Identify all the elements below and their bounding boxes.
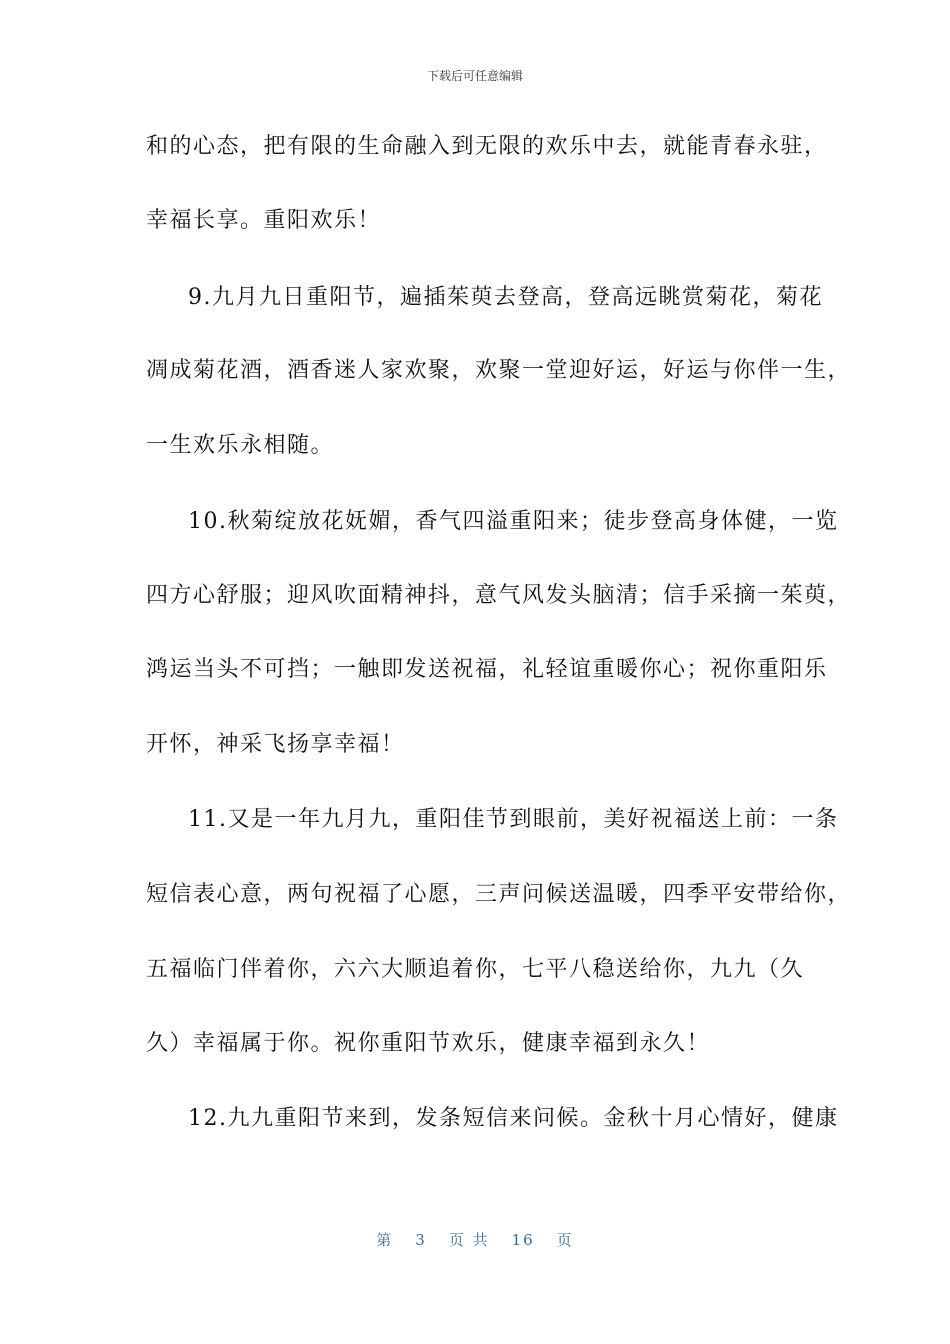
page-header: 下载后可任意编辑	[426, 69, 523, 83]
body-line: 10.秋菊绽放花妩媚，香气四溢重阳来；徒步登高身体健，一览	[188, 509, 839, 534]
footer-of-label: 页 共	[448, 1231, 490, 1249]
body-line: 11.又是一年九月九，重阳佳节到眼前，美好祝福送上前：一条	[188, 807, 839, 832]
footer-end-label: 页	[556, 1231, 574, 1249]
body-line: 四方心舒服；迎风吹面精神抖，意气风发头脑清；信手采摘一茱萸，	[146, 583, 852, 608]
body-line: 9.九月九日重阳节，遍插茱萸去登高，登高远眺赏菊花，菊花	[188, 285, 823, 310]
body-line: 12.九九重阳节来到，发条短信来问候。金秋十月心情好，健康	[188, 1106, 839, 1131]
body-line: 一生欢乐永相随。	[146, 433, 335, 458]
body-line: 和的心态，把有限的生命融入到无限的欢乐中去，就能青春永驻，	[146, 134, 828, 159]
footer-total-pages: 16	[511, 1231, 535, 1249]
body-line: 开怀，神采飞扬享幸福！	[146, 732, 405, 757]
body-line: 鸿运当头不可挡；一触即发送祝福，礼轻谊重暖你心；祝你重阳乐	[146, 657, 828, 682]
body-line: 幸福长享。重阳欢乐！	[146, 208, 382, 233]
body-line: 五福临门伴着你，六六大顺追着你，七平八稳送给你，九九（久	[146, 957, 805, 982]
body-line: 久）幸福属于你。祝你重阳节欢乐，健康幸福到永久！	[146, 1031, 711, 1056]
body-line: 短信表心意，两句祝福了心愿，三声问候送温暖，四季平安带给你，	[146, 882, 852, 907]
footer-page-label: 第	[376, 1231, 394, 1249]
footer-current-page: 3	[415, 1231, 427, 1249]
body-line: 凋成菊花酒，酒香迷人家欢聚，欢聚一堂迎好运，好运与你伴一生，	[146, 358, 852, 383]
page-footer	[0, 1229, 950, 1250]
